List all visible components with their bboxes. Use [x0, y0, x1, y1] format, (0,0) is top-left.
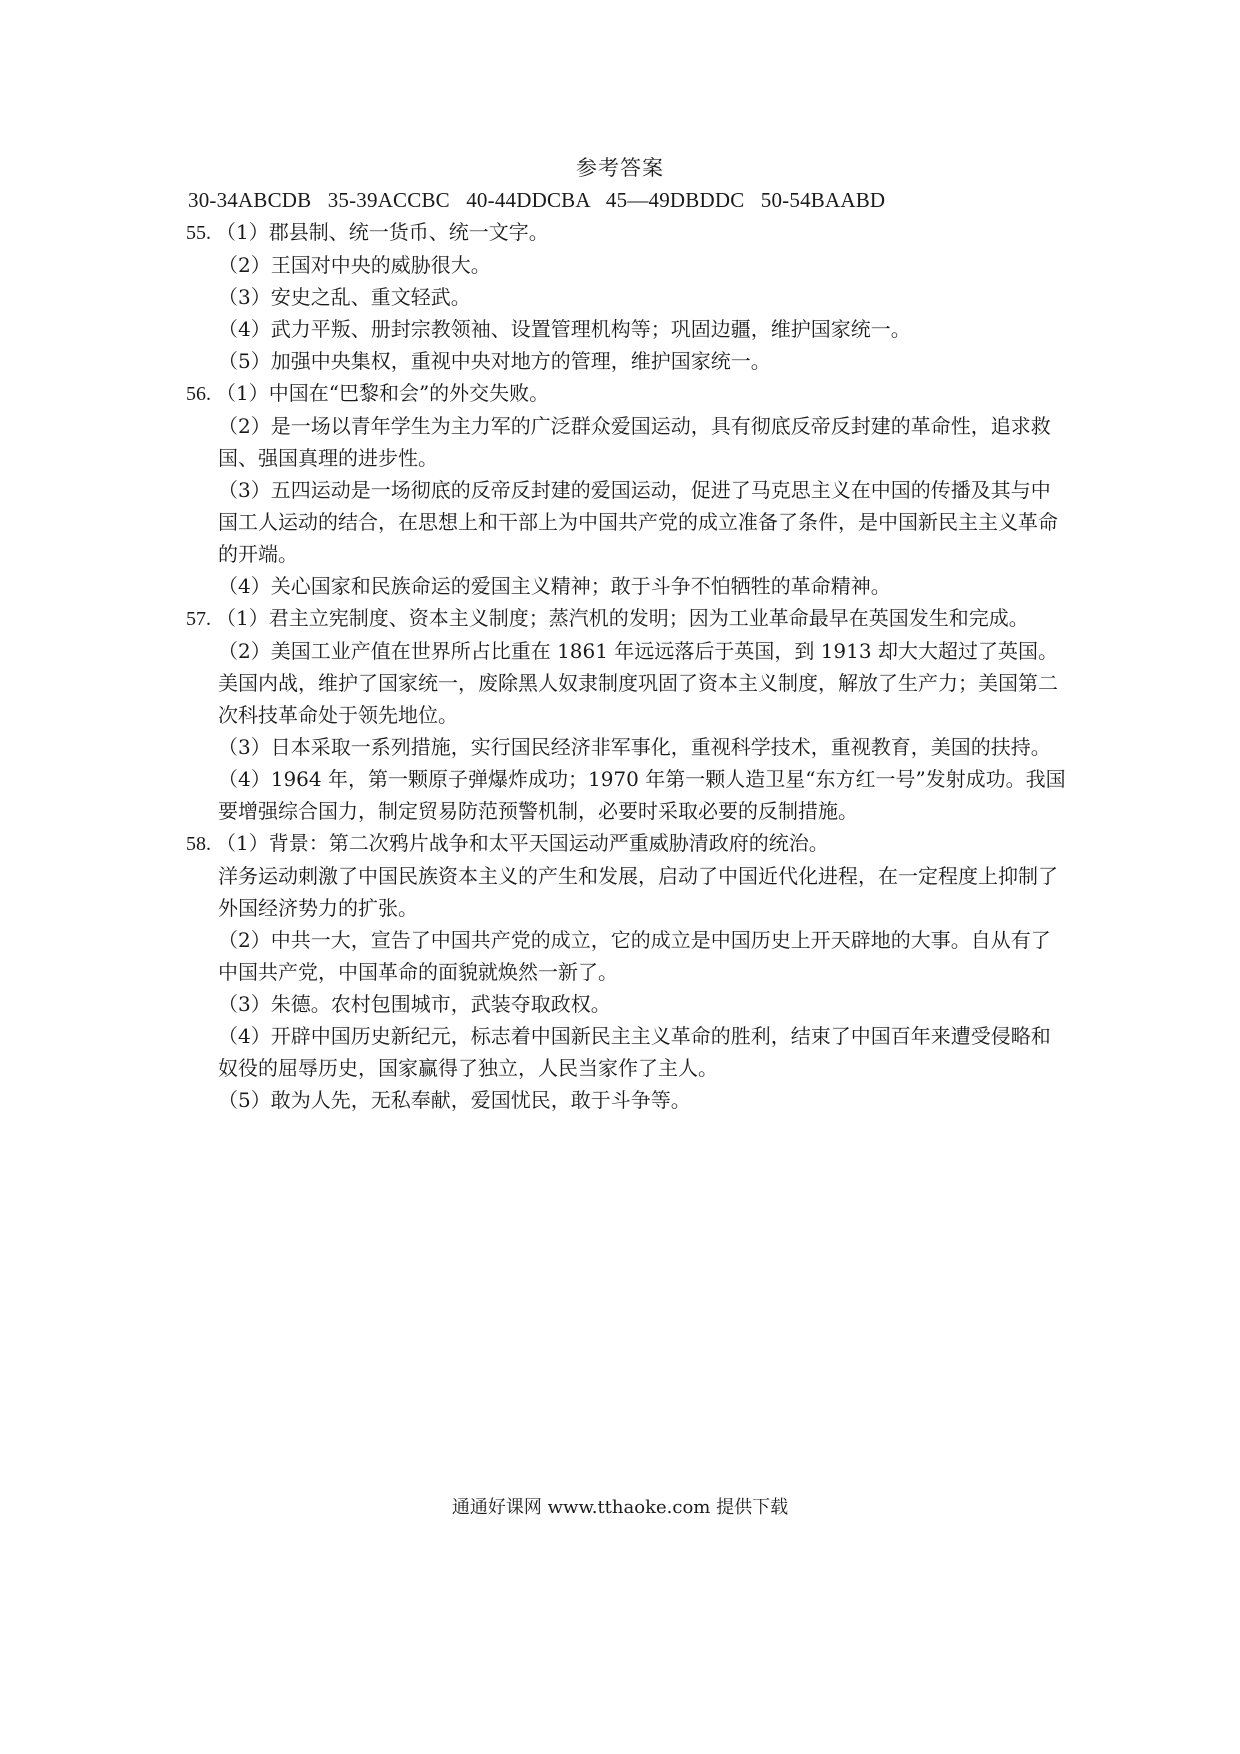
answer-item: （2）中共一大，宣告了中国共产党的成立，它的成立是中国历史上开天辟地的大事。自从有了中国共产党，中国革命的面貌就焕然一新了。 — [218, 928, 1051, 984]
answer-item: （2）美国工业产值在世界所占比重在 1861 年远远落后于英国，到 1913 却大大超过了英国。美国内战，维护了国家统一，废除黑人奴隶制度巩固了资本主义制度，解放了生产力；美国第二次科技革命处于领先地位。 — [218, 639, 1058, 727]
page-footer: 通通好课网 www.tthaoke.com 提供下载 — [451, 1497, 789, 1518]
answer-item: （4）1964 年，第一颗原子弹爆炸成功；1970 年第一颗人造卫星“东方红一号”发射成功。我国要增强综合国力，制定贸易防范预警机制，必要时采取必要的反制措施。 — [218, 767, 1066, 823]
multiple-choice-answers: 30-34ABCDB 35-39ACCBC 40-44DDCBA 45—49DBDDC 50-54BAABD — [188, 188, 886, 212]
answer-item: （1）中国在“巴黎和会”的外交失败。 — [216, 381, 550, 405]
question-58 — [188, 827, 1068, 1116]
answer-item: （1）背景：第二次鸦片战争和太平天国运动严重威胁清政府的统治。 — [216, 831, 829, 855]
answer-item: （5）加强中央集权，重视中央对地方的管理，维护国家统一。 — [218, 349, 771, 373]
page-title: 参考答案 — [576, 156, 664, 180]
answer-item: （3）朱德。农村包围城市，武装夺取政权。 — [218, 992, 611, 1016]
answer-item: 洋务运动刺激了中国民族资本主义的产生和发展，启动了中国近代化进程，在一定程度上抑制了外国经济势力的扩张。 — [218, 864, 1058, 920]
question-57 — [188, 602, 1068, 827]
question-number: 55. — [186, 222, 211, 244]
answer-item: （3）日本采取一系列措施，实行国民经济非军事化，重视科学技术，重视教育，美国的扶持。 — [218, 735, 1051, 759]
answer-item: （1）君主立宪制度、资本主义制度；蒸汽机的发明；因为工业革命最早在英国发生和完成。 — [216, 606, 1029, 630]
question-number: 57. — [186, 608, 211, 630]
answer-item: （2）是一场以青年学生为主力军的广泛群众爱国运动，具有彻底反帝反封建的革命性，追求救国、强国真理的进步性。 — [218, 414, 1051, 470]
answer-item: （4）关心国家和民族命运的爱国主义精神；敢于斗争不怕牺牲的革命精神。 — [218, 574, 891, 598]
answer-item: （4）开辟中国历史新纪元，标志着中国新民主主义革命的胜利，结束了中国百年来遭受侵略和奴役的屈辱历史，国家赢得了独立，人民当家作了主人。 — [218, 1024, 1051, 1080]
answer-item: （1）郡县制、统一货币、统一文字。 — [216, 220, 549, 244]
answer-item: （3）五四运动是一场彻底的反帝反封建的爱国运动，促进了马克思主义在中国的传播及其与中国工人运动的结合，在思想上和干部上为中国共产党的成立准备了条件，是中国新民主主义革命的开端。 — [218, 478, 1058, 566]
answer-item: （4）武力平叛、册封宗教领袖、设置管理机构等；巩固边疆，维护国家统一。 — [218, 317, 911, 341]
answer-content — [188, 184, 1068, 1116]
question-number: 56. — [186, 383, 211, 405]
question-number: 58. — [186, 833, 211, 855]
answer-item: （3）安史之乱、重文轻武。 — [218, 285, 471, 309]
answer-item: （5）敢为人先，无私奉献，爱国忧民，敢于斗争等。 — [218, 1088, 691, 1112]
question-55 — [188, 216, 1068, 377]
question-56 — [188, 377, 1068, 602]
answer-item: （2）王国对中央的威胁很大。 — [218, 253, 491, 277]
